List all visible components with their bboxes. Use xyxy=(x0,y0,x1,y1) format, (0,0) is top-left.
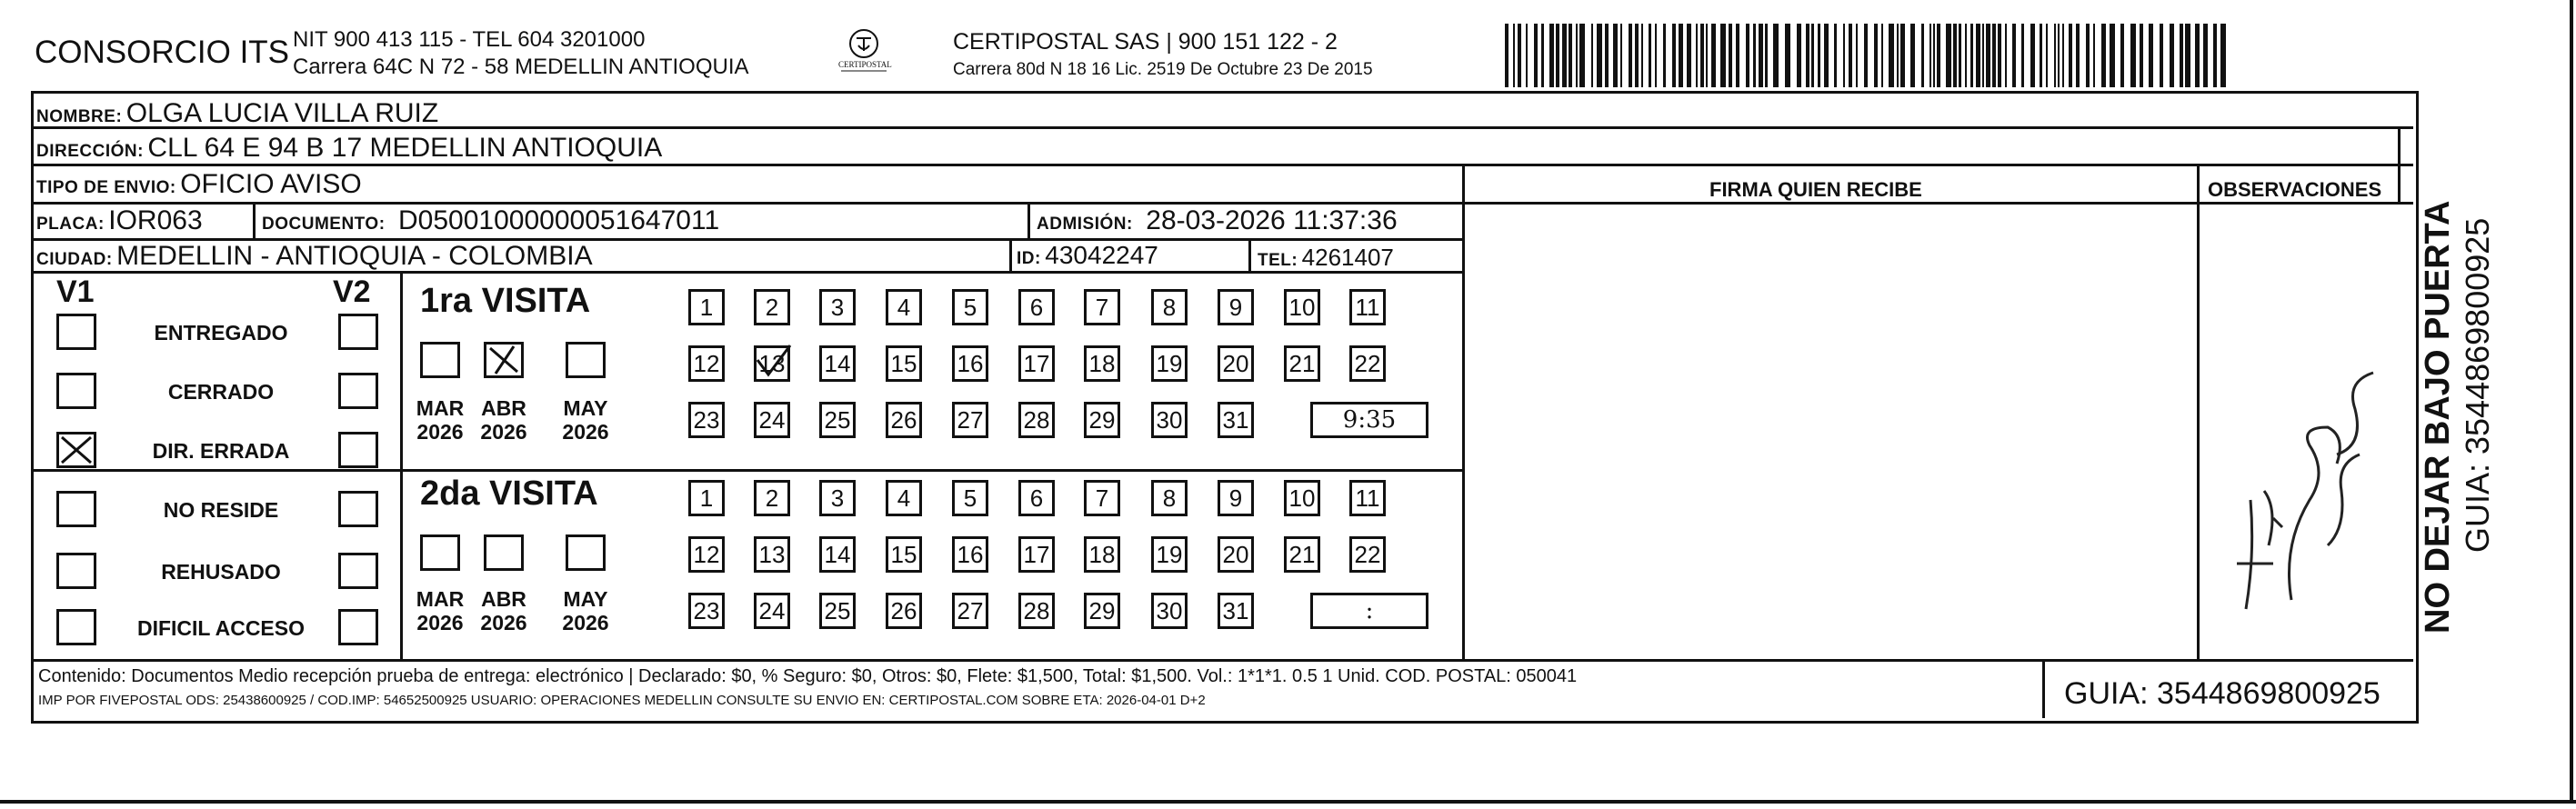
day-box[interactable]: 21 xyxy=(1284,536,1320,573)
documento-row xyxy=(262,205,719,236)
day-box[interactable]: 5 xyxy=(952,480,988,516)
v1-checkbox[interactable] xyxy=(56,609,96,645)
month-checkbox[interactable] xyxy=(420,534,460,571)
id-label: ID: xyxy=(1017,249,1041,268)
tel-row xyxy=(1258,244,1394,272)
day-box[interactable]: 22 xyxy=(1349,345,1386,382)
barcode-bar xyxy=(1746,24,1749,87)
barcode-bar xyxy=(2093,24,2095,87)
month-label xyxy=(558,587,613,634)
day-box[interactable]: 3 xyxy=(819,289,856,325)
day-box[interactable]: 16 xyxy=(952,536,988,573)
day-box[interactable]: 12 xyxy=(688,345,725,382)
day-box[interactable]: 2 xyxy=(754,289,790,325)
v1-checkbox[interactable] xyxy=(56,373,96,409)
barcode-bar xyxy=(1579,24,1585,87)
barcode-bar xyxy=(1687,24,1691,87)
v2-checkbox[interactable] xyxy=(338,609,378,645)
barcode-bar xyxy=(1605,24,1609,87)
day-box[interactable]: 7 xyxy=(1084,480,1120,516)
observaciones-header: OBSERVACIONES xyxy=(2208,178,2382,201)
status-label: CERRADO xyxy=(167,380,275,404)
barcode-bar xyxy=(1513,24,1515,87)
logo-icon xyxy=(832,25,896,80)
day-box[interactable]: 1 xyxy=(688,480,725,516)
day-box[interactable]: 19 xyxy=(1151,536,1188,573)
time-box[interactable]: : xyxy=(1310,593,1428,629)
barcode-bar xyxy=(1641,24,1643,87)
barcode-bar xyxy=(1976,24,1980,87)
firma-header: FIRMA QUIEN RECIBE xyxy=(1709,178,1922,201)
barcode-bar xyxy=(1672,24,1676,87)
month-label xyxy=(476,396,531,444)
barcode-bar xyxy=(1785,24,1790,87)
day-box[interactable]: 11 xyxy=(1349,289,1386,325)
day-box[interactable]: 23 xyxy=(688,593,725,629)
barcode-bar xyxy=(2213,24,2217,87)
barcode-bar xyxy=(2054,24,2056,87)
month-label xyxy=(413,396,467,444)
barcode-bar xyxy=(1806,24,1809,87)
day-box[interactable]: 22 xyxy=(1349,536,1386,573)
tel-label: TEL: xyxy=(1258,251,1298,270)
barcode-bar xyxy=(1720,24,1726,87)
month-checkbox[interactable] xyxy=(484,534,524,571)
day-box[interactable]: 31 xyxy=(1218,402,1254,438)
barcode-bar xyxy=(2160,24,2163,87)
barcode-bar xyxy=(1679,24,1683,87)
tel-value: 4261407 xyxy=(1301,244,1394,271)
day-box[interactable]: 14 xyxy=(819,536,856,573)
ciudad-row xyxy=(36,241,593,272)
barcode-bar xyxy=(1933,24,1935,87)
admision-row xyxy=(1037,205,1398,236)
v1-label: V1 xyxy=(56,275,95,309)
v1-checkbox[interactable] xyxy=(56,314,96,350)
barcode-bar xyxy=(1711,24,1716,87)
placa-label: PLACA: xyxy=(36,215,105,234)
day-box[interactable]: 20 xyxy=(1218,345,1254,382)
placa-value: IOR063 xyxy=(108,205,203,235)
barcode-bar xyxy=(1597,24,1602,87)
first-visit-title: 1ra VISITA xyxy=(420,282,591,320)
v1-checkbox[interactable] xyxy=(56,432,96,468)
time-box[interactable]: 9:35 xyxy=(1310,402,1428,438)
id-row xyxy=(1017,241,1158,270)
v2-checkbox[interactable] xyxy=(338,314,378,350)
day-box[interactable]: 6 xyxy=(1018,289,1055,325)
direccion-label: DIRECCIÓN: xyxy=(36,142,144,161)
id-value: 43042247 xyxy=(1045,241,1158,269)
footer-line2: IMP POR FIVEPOSTAL ODS: 25438600925 / COD.IMP: 54652500925 USUARIO: OPERACIONES MEDELLIN CONSULTE SU ENVIO EN: CERTIPOSTAL.COM SOBRE ETA: 2026-04-01 D+2 xyxy=(38,693,1206,708)
day-box[interactable]: 24 xyxy=(754,593,790,629)
barcode-bar xyxy=(1541,24,1544,87)
nombre-value: OLGA LUCIA VILLA RUIZ xyxy=(125,98,439,128)
company-nit: NIT 900 413 115 - TEL 604 3201000 xyxy=(293,27,646,52)
barcode-bar xyxy=(1753,24,1756,87)
barcode-bar xyxy=(2005,24,2007,87)
logo-text: CERTIPOSTAL xyxy=(838,60,892,69)
month-checkbox[interactable] xyxy=(566,342,606,378)
barcode-bar xyxy=(1549,24,1554,87)
day-box[interactable]: 11 xyxy=(1349,480,1386,516)
v2-checkbox[interactable] xyxy=(338,432,378,468)
month-name: MAY xyxy=(563,396,608,420)
nombre-row xyxy=(36,98,438,129)
barcode-bar xyxy=(2058,24,2060,87)
barcode-bar xyxy=(1910,24,1915,87)
barcode-bar xyxy=(2149,24,2153,87)
barcode-bar xyxy=(2120,24,2124,87)
v2-checkbox[interactable] xyxy=(338,373,378,409)
day-checkmark xyxy=(754,342,794,382)
direccion-row xyxy=(36,133,662,164)
v2-label: V2 xyxy=(333,275,371,309)
barcode-bar xyxy=(1576,24,1578,87)
ciudad-label: CIUDAD: xyxy=(36,250,113,269)
barcode-bar xyxy=(1700,24,1704,87)
footer-guia: GUIA: 3544869800925 xyxy=(2064,676,2381,711)
barcode-bar xyxy=(1843,24,1845,87)
barcode-bar xyxy=(2130,24,2136,87)
month-label xyxy=(558,396,613,444)
month-name: ABR xyxy=(481,587,526,611)
status-label: NO RESIDE xyxy=(163,498,279,522)
day-box[interactable]: 23 xyxy=(688,402,725,438)
barcode-bar xyxy=(2170,24,2174,87)
carrier-address: Carrera 80d N 18 16 Lic. 2519 De Octubre 23 De 2015 xyxy=(953,60,1373,79)
day-box[interactable]: 7 xyxy=(1084,289,1120,325)
checkmark-icon xyxy=(59,434,94,465)
barcode-bar xyxy=(2140,24,2143,87)
barcode-bar xyxy=(2203,24,2208,87)
v1-checkbox[interactable] xyxy=(56,491,96,527)
company-address: Carrera 64C N 72 - 58 MEDELLIN ANTIOQUIA xyxy=(293,55,749,79)
barcode-bar xyxy=(1534,24,1538,87)
barcode-bar xyxy=(1953,24,1957,87)
barcode-bar xyxy=(2110,24,2115,87)
day-box[interactable]: 27 xyxy=(952,593,988,629)
month-year: 2026 xyxy=(480,420,527,444)
barcode-bar xyxy=(1965,24,1967,87)
barcode-bar xyxy=(1663,24,1666,87)
day-box[interactable]: 26 xyxy=(886,402,922,438)
day-box[interactable]: 21 xyxy=(1284,345,1320,382)
barcode-bar xyxy=(1773,24,1779,87)
barcode xyxy=(1505,24,2228,87)
day-box[interactable]: 8 xyxy=(1151,480,1188,516)
barcode-bar xyxy=(1649,24,1651,87)
barcode-bar xyxy=(1946,24,1951,87)
day-box[interactable]: 25 xyxy=(819,402,856,438)
status-label: DIR. ERRADA xyxy=(152,439,290,463)
direccion-value: CLL 64 E 94 B 17 MEDELLIN ANTIOQUIA xyxy=(147,133,663,163)
barcode-bar xyxy=(1811,24,1814,87)
day-box[interactable]: 5 xyxy=(952,289,988,325)
barcode-bar xyxy=(2195,24,2200,87)
no-dejar-text: NO DEJAR BAJO PUERTA xyxy=(2419,200,2457,634)
barcode-bar xyxy=(1834,24,1837,87)
day-box[interactable]: 28 xyxy=(1018,593,1055,629)
day-box[interactable]: 1 xyxy=(688,289,725,325)
barcode-bar xyxy=(2086,24,2090,87)
checkmark-icon xyxy=(486,345,521,375)
day-box[interactable]: 29 xyxy=(1084,402,1120,438)
handwritten-note xyxy=(2219,273,2391,636)
day-box[interactable]: 4 xyxy=(886,480,922,516)
day-box[interactable]: 6 xyxy=(1018,480,1055,516)
day-box[interactable]: 13 xyxy=(754,345,790,382)
barcode-bar xyxy=(1970,24,1973,87)
status-label: ENTREGADO xyxy=(154,321,288,345)
barcode-bar xyxy=(1982,24,1984,87)
barcode-bar xyxy=(1655,24,1657,87)
barcode-bar xyxy=(1505,24,1509,87)
day-box[interactable]: 17 xyxy=(1018,536,1055,573)
day-box[interactable]: 16 xyxy=(952,345,988,382)
barcode-bar xyxy=(1518,24,1521,87)
barcode-bar xyxy=(1797,24,1801,87)
barcode-bar xyxy=(1759,24,1763,87)
documento-value: D05001000000051647011 xyxy=(398,205,720,235)
status-label: DIFICIL ACCESO xyxy=(136,616,305,640)
barcode-bar xyxy=(1765,24,1768,87)
barcode-bar xyxy=(2062,24,2064,87)
day-box[interactable]: 15 xyxy=(886,536,922,573)
tipo-row xyxy=(36,169,362,200)
barcode-bar xyxy=(1591,24,1593,87)
month-name: MAR xyxy=(416,396,465,420)
tipo-value: OFICIO AVISO xyxy=(180,169,362,199)
month-checkbox[interactable] xyxy=(484,342,524,378)
day-box[interactable]: 2 xyxy=(754,480,790,516)
day-box[interactable]: 30 xyxy=(1151,402,1188,438)
day-box[interactable]: 13 xyxy=(754,536,790,573)
month-year: 2026 xyxy=(416,611,464,634)
barcode-bar xyxy=(1921,24,1924,87)
day-box[interactable]: 18 xyxy=(1084,345,1120,382)
day-box[interactable]: 31 xyxy=(1218,593,1254,629)
barcode-bar xyxy=(2040,24,2042,87)
barcode-bar xyxy=(1986,24,1990,87)
day-box[interactable]: 14 xyxy=(819,345,856,382)
tipo-label: TIPO DE ENVIO: xyxy=(36,178,176,197)
barcode-bar xyxy=(2180,24,2183,87)
day-box[interactable]: 17 xyxy=(1018,345,1055,382)
day-box[interactable]: 9 xyxy=(1218,289,1254,325)
certipostal-logo xyxy=(832,25,896,80)
barcode-bar xyxy=(1881,24,1883,87)
month-name: MAY xyxy=(563,587,608,611)
barcode-bar xyxy=(1696,24,1698,87)
month-name: MAR xyxy=(416,587,465,611)
day-box[interactable]: 4 xyxy=(886,289,922,325)
nombre-label: NOMBRE: xyxy=(36,107,123,126)
barcode-bar xyxy=(1900,24,1905,87)
barcode-bar xyxy=(2069,24,2072,87)
day-box[interactable]: 20 xyxy=(1218,536,1254,573)
barcode-bar xyxy=(1526,24,1528,87)
barcode-bar xyxy=(1864,24,1868,87)
month-year: 2026 xyxy=(562,611,609,634)
day-box[interactable]: 30 xyxy=(1151,593,1188,629)
v1-checkbox[interactable] xyxy=(56,553,96,589)
barcode-bar xyxy=(1937,24,1940,87)
day-box[interactable]: 29 xyxy=(1084,593,1120,629)
barcode-bar xyxy=(1929,24,1931,87)
barcode-bar xyxy=(1706,24,1708,87)
side-guia-text: GUIA: 3544869800925 xyxy=(2459,217,2496,553)
barcode-bar xyxy=(1959,24,1961,87)
day-box[interactable]: 8 xyxy=(1151,289,1188,325)
day-box[interactable]: 10 xyxy=(1284,480,1320,516)
barcode-bar xyxy=(1998,24,2001,87)
day-box[interactable]: 10 xyxy=(1284,289,1320,325)
checkmark-icon xyxy=(754,342,794,382)
day-box[interactable]: 15 xyxy=(886,345,922,382)
barcode-bar xyxy=(1818,24,1820,87)
day-box[interactable]: 18 xyxy=(1084,536,1120,573)
barcode-bar xyxy=(2220,24,2226,87)
day-box[interactable]: 19 xyxy=(1151,345,1188,382)
carrier-name: CERTIPOSTAL SAS | 900 151 122 - 2 xyxy=(953,29,1338,55)
month-year: 2026 xyxy=(416,420,464,444)
barcode-bar xyxy=(1613,24,1618,87)
barcode-bar xyxy=(1729,24,1732,87)
month-label xyxy=(476,587,531,634)
barcode-bar xyxy=(1897,24,1899,87)
month-label xyxy=(413,587,467,634)
day-box[interactable]: 12 xyxy=(688,536,725,573)
barcode-bar xyxy=(1556,24,1559,87)
admision-label: ADMISIÓN: xyxy=(1037,215,1133,234)
month-checkbox[interactable] xyxy=(566,534,606,571)
barcode-bar xyxy=(2012,24,2016,87)
day-box[interactable]: 25 xyxy=(819,593,856,629)
month-checkbox[interactable] xyxy=(420,342,460,378)
v2-checkbox[interactable] xyxy=(338,491,378,527)
barcode-bar xyxy=(1856,24,1858,87)
day-box[interactable]: 9 xyxy=(1218,480,1254,516)
barcode-bar xyxy=(1736,24,1739,87)
company-name: CONSORCIO ITS xyxy=(35,35,290,70)
barcode-bar xyxy=(2021,24,2024,87)
month-year: 2026 xyxy=(480,611,527,634)
footer-line1: Contenido: Documentos Medio recepción prueba de entrega: electrónico | Declarado: $0, % Seguro: $0, Otros: $0, Flete: $1,500, Total: $1,500. Vol.: 1*1*1. 0.5 1 Unid. COD. POSTAL: 050041 xyxy=(38,666,1578,686)
day-box[interactable]: 24 xyxy=(754,402,790,438)
second-visit-title: 2da VISITA xyxy=(420,474,598,513)
barcode-bar xyxy=(1620,24,1622,87)
day-box[interactable]: 3 xyxy=(819,480,856,516)
v2-checkbox[interactable] xyxy=(338,553,378,589)
day-box[interactable]: 28 xyxy=(1018,402,1055,438)
day-box[interactable]: 27 xyxy=(952,402,988,438)
documento-label: DOCUMENTO: xyxy=(262,215,386,234)
ciudad-value: MEDELLIN - ANTIOQUIA - COLOMBIA xyxy=(116,241,593,271)
barcode-bar xyxy=(1635,24,1639,87)
barcode-bar xyxy=(1629,24,1632,87)
month-name: ABR xyxy=(481,396,526,420)
barcode-bar xyxy=(2076,24,2080,87)
barcode-bar xyxy=(2185,24,2190,87)
barcode-bar xyxy=(1849,24,1852,87)
handwriting-icon xyxy=(2219,273,2391,636)
barcode-bar xyxy=(2101,24,2106,87)
barcode-bar xyxy=(1569,24,1572,87)
admision-value: 28-03-2026 11:37:36 xyxy=(1146,205,1398,235)
status-label: REHUSADO xyxy=(161,560,281,584)
barcode-bar xyxy=(1874,24,1878,87)
placa-row xyxy=(36,205,203,236)
day-box[interactable]: 26 xyxy=(886,593,922,629)
barcode-bar xyxy=(2046,24,2048,87)
barcode-bar xyxy=(2030,24,2035,87)
month-year: 2026 xyxy=(562,420,609,444)
barcode-bar xyxy=(1824,24,1829,87)
barcode-bar xyxy=(1889,24,1894,87)
barcode-bar xyxy=(1562,24,1567,87)
barcode-bar xyxy=(1992,24,1996,87)
